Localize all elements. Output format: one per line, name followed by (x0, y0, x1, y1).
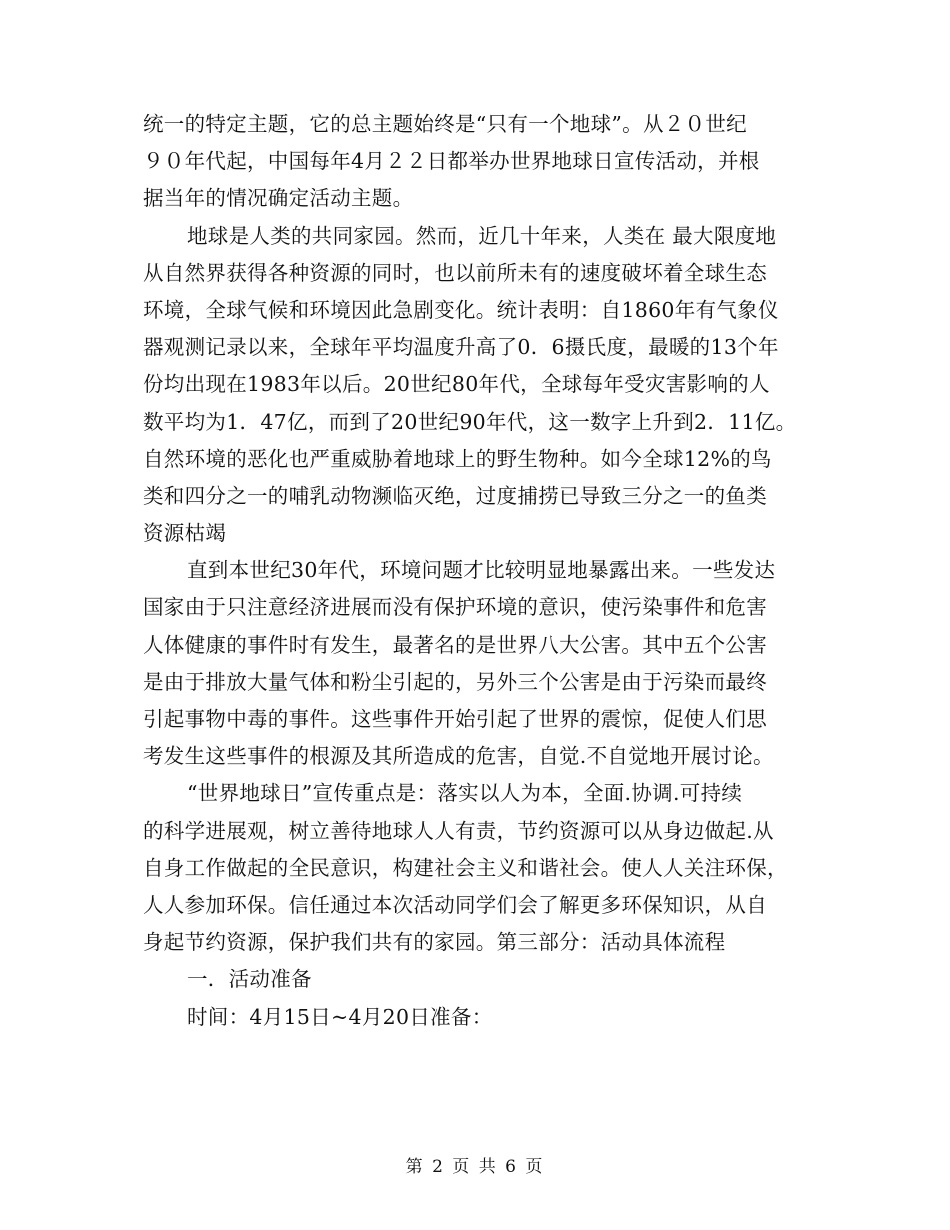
text-line: 器观测记录以来，全球年平均温度升高了0．6摄氏度，最暖的13个年 (143, 335, 779, 360)
text-line: 环境，全球气候和环境因此急剧变化。统计表明：自1860年有气象仪 (143, 297, 779, 322)
text-line: 自然环境的恶化也严重威胁着地球上的野生物种。如今全球12%的鸟 (143, 446, 772, 471)
text-line: 国家由于只注意经济进展而没有保护环境的意识，使污染事件和危害 (143, 595, 767, 620)
text-line: 考发生这些事件的根源及其所造成的危害，自觉.不自觉地开展讨论。 (143, 744, 774, 769)
section-heading: 一．活动准备 (187, 967, 312, 992)
text-line: 统一的特定主题，它的总主题始终是“只有一个地球”。从２０世纪 (143, 112, 747, 136)
schedule-line: 时间：4月15日~4月20日准备： (187, 1004, 493, 1029)
paragraph-start-line: 直到本世纪30年代，环境问题才比较明显地暴露出来。一些发达 (187, 558, 776, 583)
paragraph-start-line: 地球是人类的共同家园。然而，近几十年来，人类在 最大限度地 (187, 223, 777, 248)
text-line: 资源枯竭 (143, 521, 227, 546)
text-line: 人体健康的事件时有发生，最著名的是世界八大公害。其中五个公害 (143, 632, 767, 657)
document-body (143, 106, 843, 1036)
text-line: 自身工作做起的全民意识，构建社会主义和谐社会。使人人关注环保， (143, 855, 788, 880)
text-line: ９０年代起，中国每年4月２２日都举办世界地球日宣传活动，并根 (143, 149, 760, 174)
paragraph-start-line: “世界地球日”宣传重点是：落实以人为本，全面.协调.可持续 (187, 781, 743, 806)
text-line: 引起事物中毒的事件。这些事件开始引起了世界的震惊，促使人们思 (143, 707, 767, 731)
page-number-footer: 第 2 页 共 6 页 (405, 1157, 545, 1177)
text-line: 份均出现在1983年以后。20世纪80年代，全球每年受灾害影响的人 (143, 372, 770, 397)
text-line: 人人参加环保。信任通过本次活动同学们会了解更多环保知识，从自 (143, 892, 767, 917)
text-line: 身起节约资源，保护我们共有的家园。第三部分：活动具体流程 (143, 930, 726, 955)
text-line: 据当年的情况确定活动主题。 (143, 186, 414, 211)
text-line: 类和四分之一的哺乳动物濒临灭绝，过度捕捞已导致三分之一的鱼类 (143, 483, 767, 508)
text-line: 是由于排放大量气体和粉尘引起的，另外三个公害是由于污染而最终 (143, 669, 767, 694)
text-line: 的科学进展观，树立善待地球人人有责，节约资源可以从身边做起.从 (143, 818, 774, 843)
text-line: 数平均为1．47亿，而到了20世纪90年代，这一数字上升到2．11亿。 (143, 409, 797, 434)
text-line: 从自然界获得各种资源的同时，也以前所未有的速度破坏着全球生态 (143, 260, 767, 285)
